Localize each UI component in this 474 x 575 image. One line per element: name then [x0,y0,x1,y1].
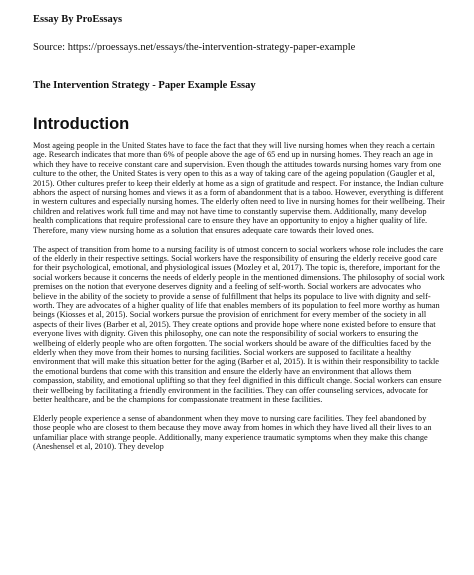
source-line: Source: https://proessays.net/essays/the-intervention-strategy-paper-example [33,42,356,53]
document-title: The Intervention Strategy - Paper Example Essay [33,80,256,91]
document-body [33,141,445,461]
paragraph: The aspect of transition from home to a nursing facility is of utmost concern to social workers whose role includes the care of the elderly in their respective settings. Social workers have the responsibility of ensuring the elderly receive good care for their psychological, emotional, and physiological issues (Mozley et al, 2017). The topic is, therefore, important for the social workers because it concerns the needs of elderly people in the mentioned dimensions. The philosophy of social work premises on the notion that everyone deserves dignity and a feeling of self-worth. Social workers are advocates who believe in the ability of the society to provide a sense of fulfillment that helps its populace to live with dignity and self-worth. They are advocates of a higher quality of life that enables members of its population to feel more worthy as human beings (Kiosses et al, 2015). Social workers pursue the provision of enrichment for every member of the society in all aspects of their lives (Barber et al, 2015). They create options and provide hope where none existed before to ensure that everyone lives with dignity. Given this philosophy, one can note the responsibility of social workers to ensuring the wellbeing of elderly people who are often forgotten. The social workers should be aware of the difficulties faced by the elderly when they move from their homes to nursing facilities. Social workers are supposed to facilitate a healthy environment that will make this situation better for the aging (Barber et al, 2015). It is within their responsibility to tackle the emotional burdens that come with this transition and ensure the elderly have an environment that allows them compassion, stability, and emotional uplifting so that they feel dignified in this difficult change. Social workers can ensure their wellbeing by facilitating a friendly environment in the facilities. They can offer counseling services, advocate for better healthcare, and be the champions for compassionate treatment in these facilities. [33,244,445,405]
paragraph: Elderly people experience a sense of abandonment when they move to nursing care facilities. They feel abandoned by those people who are closest to them because they move away from homes in which they have lived all their lives to an unfamiliar place with strange people. Additionally, many experience traumatic symptoms when they make this change (Aneshensel et al, 2010). They develop [33,413,432,452]
paragraph: Most ageing people in the United States have to face the fact that they will live nursing homes when they reach a certain age. Research indicates that more than 6% of people above the age of 65 end up in nursing homes. They reach an age in which they have to receive constant care and supervision. Even though the attitudes towards nursing homes vary from one culture to the other, the United States is very open to this as a way of taking care of the ageing population (Gaugler et al, 2015). Other cultures prefer to keep their elderly at home as a sign of gratitude and respect. For instance, the Indian culture abhors the aspect of nursing homes and views it as a form of abandonment that is a taboo. However, everything is different in western cultures and especially nursing homes. The elderly often need to live in nursing homes for their wellbeing. Their children and relatives work full time and may not have time to constantly supervise them. Additionally, many develop health complications that require professional care to ensure they have an opportunity to enjoy a higher quality of life. Therefore, many view nursing home as a solution that ensures adequate care towards their loved ones. [33,141,445,235]
section-heading: Introduction [33,115,130,133]
site-name: Essay By ProEssays [33,14,123,25]
